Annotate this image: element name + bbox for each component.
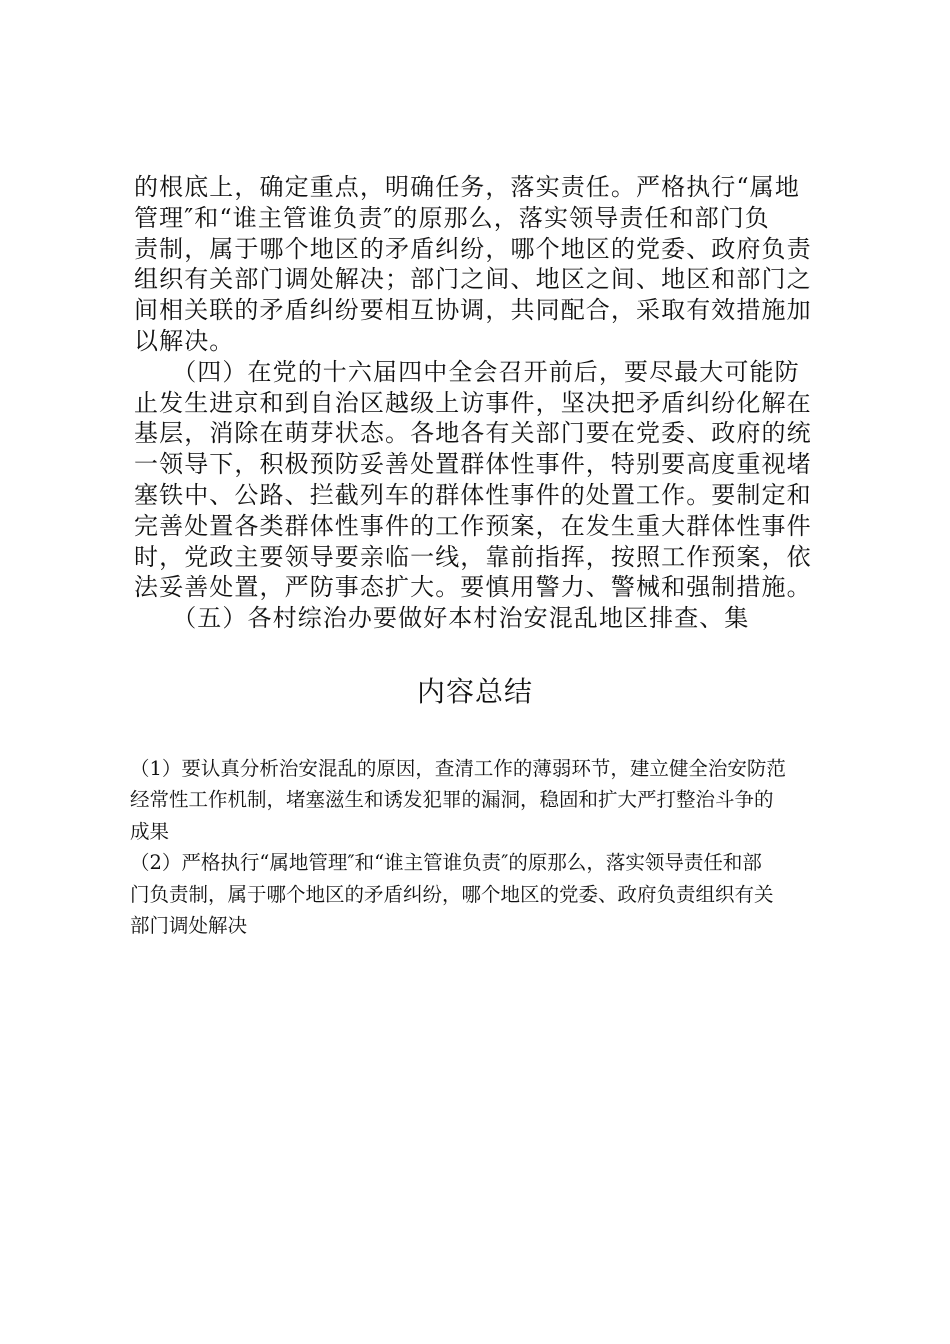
- body-line: 完善处置各类群体性事件的工作预案，在发生重大群体性事件: [134, 511, 812, 540]
- summary-line: （2）严格执行“属地管理″和“谁主管谁负责″的原那么，落实领导责任和部: [130, 851, 762, 875]
- body-line: 基层，消除在萌芽状态。各地各有关部门要在党委、政府的统: [134, 419, 812, 448]
- body-line: （四）在党的十六届四中全会召开前后，要尽最大可能防: [134, 357, 800, 386]
- summary-list: [130, 753, 830, 941]
- summary-line: 门负责制，属于哪个地区的矛盾纠纷，哪个地区的党委、政府负责组织有关: [130, 882, 774, 906]
- body-line: 时，党政主要领导要亲临一线，靠前指挥，按照工作预案，依: [134, 542, 812, 571]
- body-line: （五）各村综治办要做好本村治安混乱地区排查、集: [134, 604, 750, 633]
- body-line: 间相关联的矛盾纠纷要相互协调，共同配合，采取有效措施加: [134, 296, 812, 325]
- body-text: [134, 172, 824, 634]
- summary-line: 部门调处解决: [130, 913, 248, 937]
- body-line: 管理″和“谁主管谁负责″的原那么，落实领导责任和部门负: [134, 203, 770, 232]
- body-line: 一领导下，积极预防妥善处置群体性事件，特别要高度重视堵: [134, 450, 812, 479]
- body-line: 法妥善处置，严防事态扩大。要慎用警力、警械和强制措施。: [134, 573, 812, 602]
- body-line: 的根底上，确定重点，明确任务，落实责任。严格执行“属地: [134, 173, 800, 201]
- body-line: 止发生进京和到自治区越级上访事件，坚决把矛盾纠纷化解在: [134, 388, 812, 417]
- body-line: 塞铁中、公路、拦截列车的群体性事件的处置工作。要制定和: [134, 480, 812, 509]
- body-line: 责制，属于哪个地区的矛盾纠纷，哪个地区的党委、政府负责: [134, 234, 812, 263]
- summary-title: 内容总结: [416, 675, 533, 708]
- body-line: 组织有关部门调处解决；部门之间、地区之间、地区和部门之: [134, 265, 812, 294]
- summary-line: （1）要认真分析治安混乱的原因，查清工作的薄弱环节，建立健全治安防范: [130, 757, 786, 780]
- summary-line: 经常性工作机制，堵塞滋生和诱发犯罪的漏洞，稳固和扩大严打整治斗争的: [130, 788, 774, 812]
- body-line: 以解决。: [134, 326, 235, 355]
- summary-line: 成果: [130, 819, 170, 843]
